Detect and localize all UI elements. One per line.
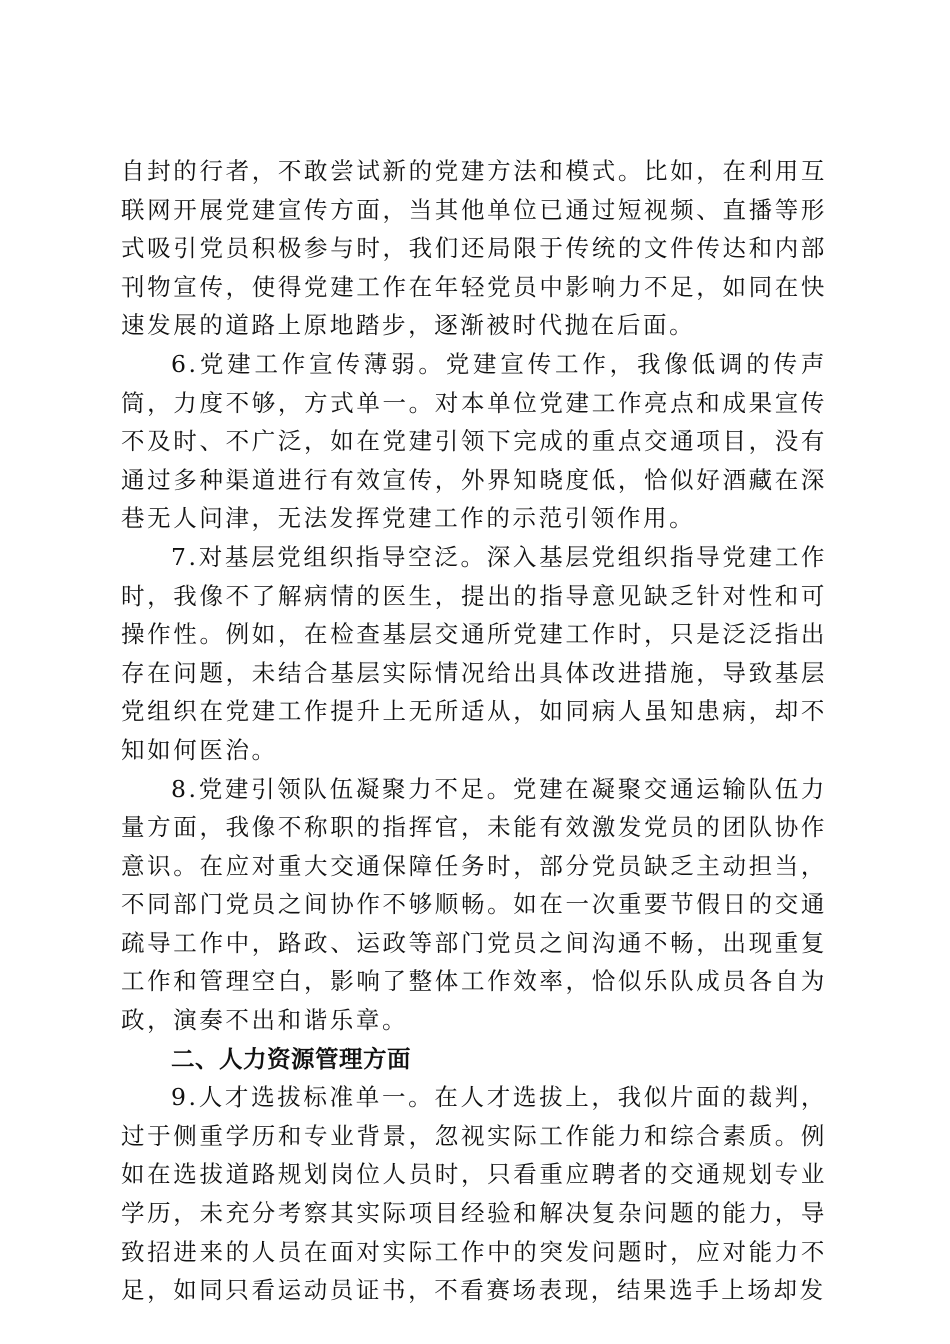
document-body: [121, 152, 827, 1310]
section-heading: 二、人力资源管理方面: [171, 1044, 411, 1073]
paragraph-item-8: 8.党建引领队伍凝聚力不足。党建在凝聚交通运输队伍力量方面，我像不称职的指挥官，未能有效激发党员的团队协作意识。在应对重大交通保障任务时，部分党员缺乏主动担当，不同部门党员之间协作不够顺畅。如在一次重要节假日的交通疏导工作中，路政、运政等部门党员之间沟通不畅，出现重复工作和管理空白，影响了整体工作效率，恰似乐队成员各自为政，演奏不出和谐乐章。: [121, 774, 827, 1035]
paragraph-item-9: 9.人才选拔标准单一。在人才选拔上，我似片面的裁判，过于侧重学历和专业背景，忽视实际工作能力和综合素质。例如在选拔道路规划岗位人员时，只看重应聘者的交通规划专业学历，未充分考察其实际项目经验和解决复杂问题的能力，导致招进来的人员在面对实际工作中的突发问题时，应对能力不足，如同只看运动员证书，不看赛场表现，结果选手上场却发: [121, 1083, 827, 1305]
paragraph-continued: 自封的行者，不敢尝试新的党建方法和模式。比如，在利用互联网开展党建宣传方面，当其他单位已通过短视频、直播等形式吸引党员积极参与时，我们还局限于传统的文件传达和内部刊物宣传，使得党建工作在年轻党员中影响力不足，如同在快速发展的道路上原地踏步，逐渐被时代抛在后面。: [121, 157, 827, 340]
paragraph-item-7: 7.对基层党组织指导空泛。深入基层党组织指导党建工作时，我像不了解病情的医生，提出的指导意见缺乏针对性和可操作性。例如，在检查基层交通所党建工作时，只是泛泛指出存在问题，未结合基层实际情况给出具体改进措施，导致基层党组织在党建工作提升上无所适从，如同病人虽知患病，却不知如何医治。: [121, 542, 827, 764]
paragraph-item-6: 6.党建工作宣传薄弱。党建宣传工作，我像低调的传声筒，力度不够，方式单一。对本单位党建工作亮点和成果宣传不及时、不广泛，如在党建引领下完成的重点交通项目，没有通过多种渠道进行有效宣传，外界知晓度低，恰似好酒藏在深巷无人问津，无法发挥党建工作的示范引领作用。: [121, 349, 827, 533]
